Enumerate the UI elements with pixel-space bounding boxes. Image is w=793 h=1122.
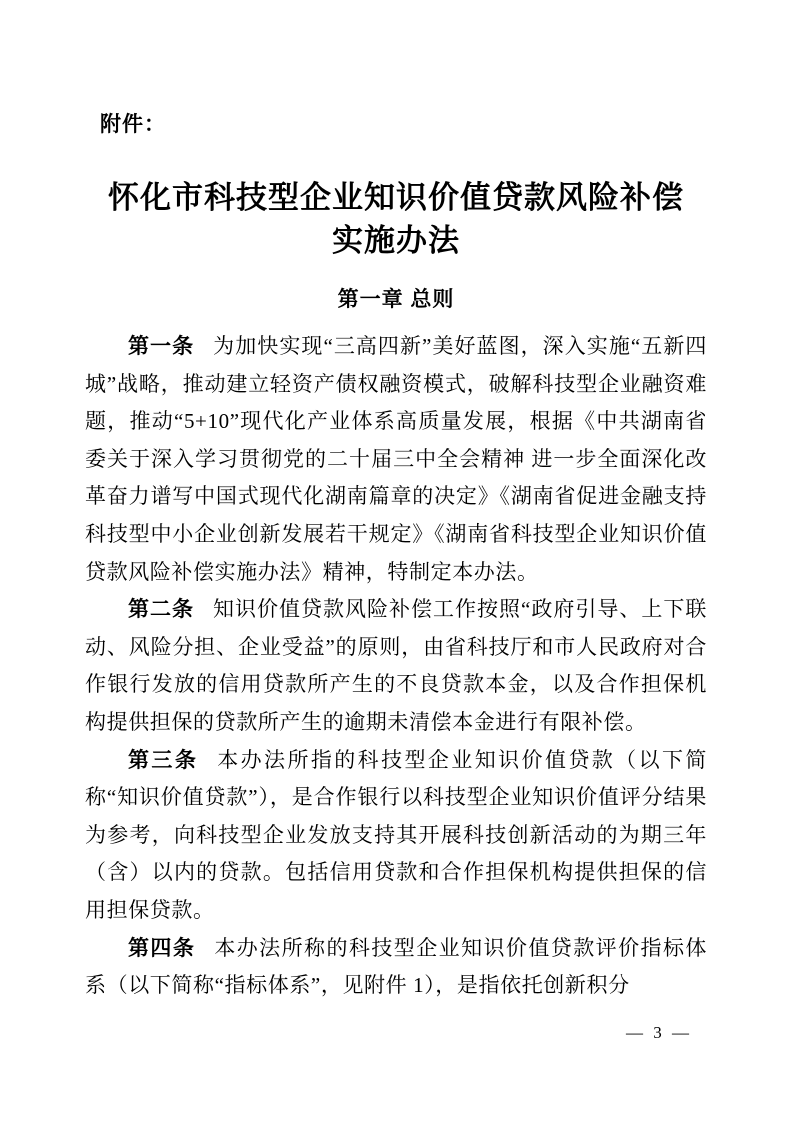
article-number: 第四条 — [128, 935, 196, 960]
document-title-line-1: 怀化市科技型企业知识价值贷款风险补偿 — [108, 180, 684, 215]
article-paragraph-4 — [85, 930, 707, 1005]
article-number: 第一条 — [128, 334, 195, 358]
article-paragraph-3 — [85, 742, 707, 930]
document-body — [85, 328, 707, 1005]
article-paragraph-1 — [85, 328, 707, 591]
article-text: 本办法所称的科技型企业知识价值贷款评价指标体系（以下简称“指标体系”，见附件 1），是指依托创新积分 — [85, 935, 707, 998]
chapter-heading: 第一章 总则 — [337, 288, 455, 311]
attachment-label: 附件： — [100, 113, 166, 136]
page-number: — 3 — — [626, 1023, 692, 1042]
article-text: 知识价值贷款风险补偿工作按照“政府引导、上下联动、风险分担、企业受益”的原则，由省科技厅和市人民政府对合作银行发放的信用贷款所产生的不良贷款本金，以及合作担保机构提供担保的贷款所产生的逾期未清偿本金进行有限补偿。 — [85, 597, 707, 734]
article-number: 第三条 — [128, 747, 199, 772]
article-text: 本办法所指的科技型企业知识价值贷款（以下简称“知识价值贷款”），是合作银行以科技型企业知识价值评分结果为参考，向科技型企业发放支持其开展科技创新活动的为期三年（含）以内的贷款。包括信用贷款和合作担保机构提供担保的信用担保贷款。 — [85, 747, 707, 922]
article-number: 第二条 — [128, 597, 195, 622]
article-text: 为加快实现“三高四新”美好蓝图，深入实施“五新四城”战略，推动建立轻资产债权融资模式，破解科技型企业融资难题，推动“5+10”现代化产业体系高质量发展，根据《中共湖南省委关于深入学习贯彻党的二十届三中全会精神 进一步全面深化改革奋力谱写中国式现代化湖南篇章的决定》《湖南省促进金融支持科技型中小企业创新发展若干规定》《湖南省科技型企业知识价值贷款风险补偿实施办法》精神，特制定本办法。 — [85, 334, 707, 584]
document-title-line-2: 实施办法 — [332, 223, 460, 258]
document-title — [85, 176, 707, 262]
article-paragraph-2 — [85, 591, 707, 741]
